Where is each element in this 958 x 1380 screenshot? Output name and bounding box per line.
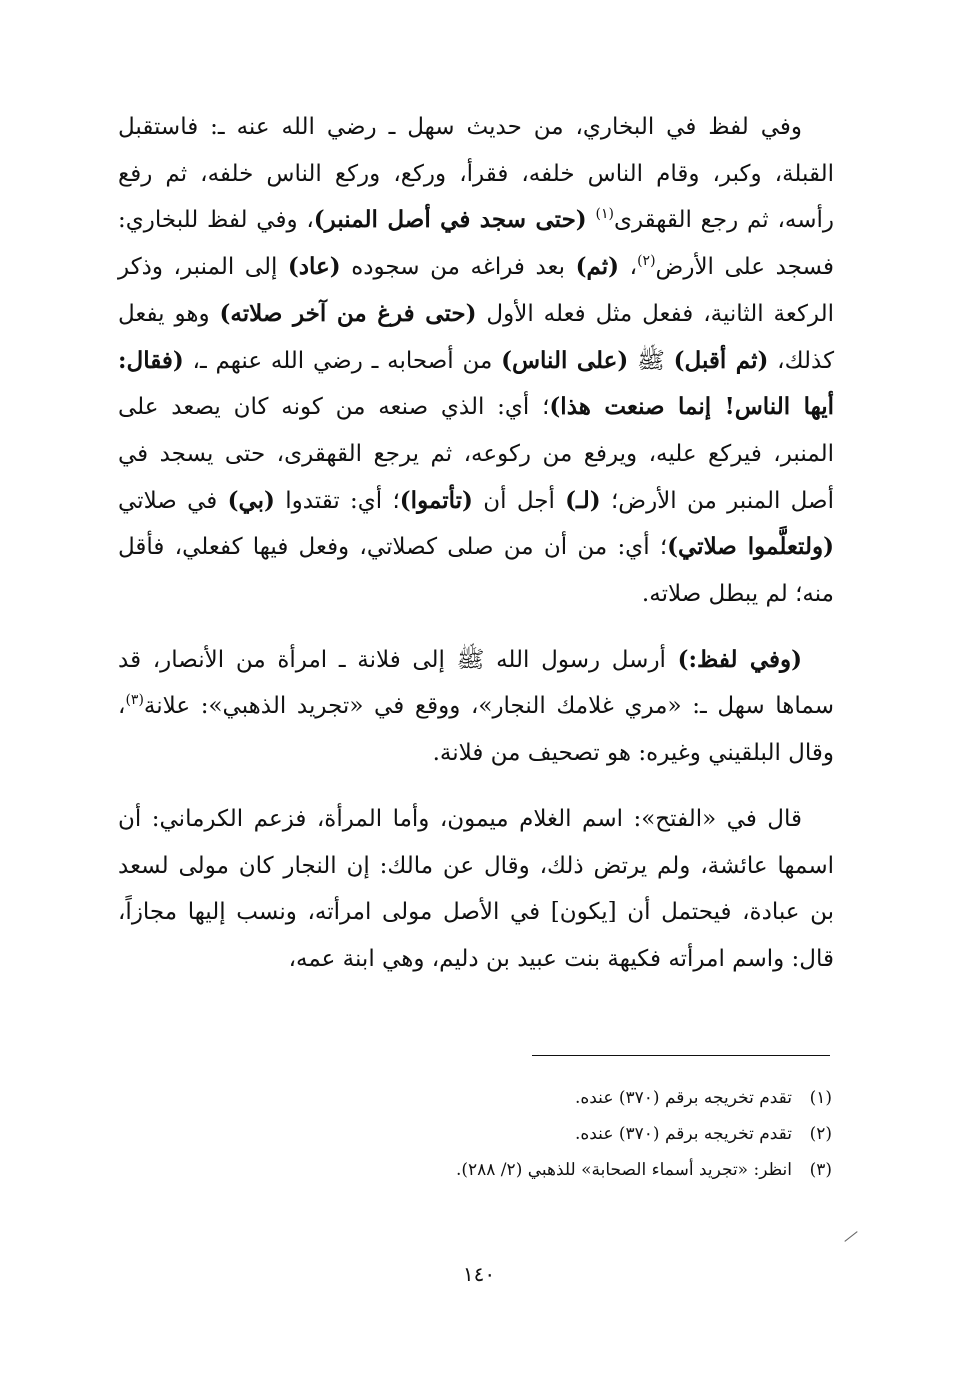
page-number: ١٤٠ bbox=[462, 1262, 496, 1286]
text-run: ، وفي لفظ للبخاري: فسجد على الأرض bbox=[118, 207, 835, 281]
footnote-text: انظر: «تجريد أسماء الصحابة» للذهبي (٢/ ٢٨٨). bbox=[455, 1160, 792, 1180]
text-run: في صلاتي bbox=[118, 487, 228, 514]
text-run: ؛ أي: تقتدوا bbox=[274, 487, 400, 514]
text-run: أجل أن bbox=[472, 487, 566, 514]
paragraph bbox=[118, 796, 834, 983]
footnote bbox=[118, 1116, 832, 1152]
bold-text-run: (ثم) bbox=[575, 253, 620, 281]
bold-text-run: (فقال: أيها الناس! إنما صنعت هذا) bbox=[118, 346, 835, 421]
footnote bbox=[118, 1152, 832, 1188]
footnote-reference: (١) bbox=[595, 206, 614, 223]
text-run: وفي لفظ في البخاري، من حديث سهل ـ رضي الله عنه ـ: فاستقبل القبلة، وكبر، وقام الناس خلفه، فقرأ، وركع، وركع الناس خلفه، ثم رفع رأسه، ثم رجع القهقرى bbox=[118, 114, 835, 234]
footnote-reference: (٣) bbox=[125, 692, 144, 709]
bold-text-run: (ولتعلَّموا صلاتي) bbox=[667, 533, 834, 561]
bold-text-run: (لـ) bbox=[565, 486, 601, 514]
text-run: ، وقال البلقيني وغيره: هو تصحيف من فلانة. bbox=[118, 693, 834, 767]
text-run: أرسل رسول الله ﷺ إلى فلانة ـ امرأة من الأنصار، قد سماها سهل ـ: «مري غلامك النجار»، ووقع في «تجريد الذهبي»: علانة bbox=[118, 646, 834, 720]
text-run: من أصحابه ـ رضي الله عنهم ـ، bbox=[183, 347, 502, 374]
footnotes bbox=[118, 1080, 832, 1188]
bold-text-run: (ثم أقبل) bbox=[673, 346, 769, 374]
bold-text-run: (تأتموا) bbox=[399, 486, 473, 514]
bold-text-run: (وفي لفظ:) bbox=[677, 645, 802, 673]
main-text bbox=[118, 104, 834, 983]
footnote-number: (٢) bbox=[809, 1124, 832, 1144]
bold-text-run: (على الناس) bbox=[501, 346, 629, 374]
bold-text-run: (عاد) bbox=[287, 253, 341, 281]
text-run: ؛ أي: الذي صنعه من كونه كان يصعد على المنبر، فيركع عليه، ويرفع من ركوعه، ثم يرجع القهقرى، حتى يسجد في أصل المنبر من الأرض؛ bbox=[118, 394, 834, 514]
text-run: بعد فراغه من سجوده bbox=[340, 254, 576, 281]
footnote-text: تقدم تخريجه برقم (٣٧٠) عنده. bbox=[574, 1124, 792, 1144]
footnote-reference: (٢) bbox=[637, 253, 656, 270]
footnote-number: (١) bbox=[809, 1088, 832, 1108]
footnote-text: تقدم تخريجه برقم (٣٧٠) عنده. bbox=[574, 1088, 792, 1108]
text-run: وهو يفعل كذلك، bbox=[118, 300, 835, 374]
bold-text-run: (حتى فرغ من آخر صلاته) bbox=[219, 299, 477, 327]
text-run: قال في «الفتح»: اسم الغلام ميمون، وأما المرأة، فزعم الكرماني: أن اسمها عائشة، ولم يرتض ذلك، وقال عن مالك: إن النجار كان مولى لسعد بن عبادة، فيحتمل أن [يكون] في الأصل مولى امرأته، ونسب إليها مجازاً، قال: واسم امرأته فكيهة بنت عبيد بن دليم، وهي ابنة عمه، bbox=[118, 805, 834, 972]
bold-text-run: (حتى سجد في أصل المنبر) bbox=[313, 206, 587, 234]
text-run: إلى المنبر، وذكر الركعة الثانية، ففعل مثل فعله الأول bbox=[118, 254, 834, 327]
text-run: ؛ أي: من أن من صلى كصلاتي، وفعل فيها كفعلي، فأقل منه؛ لم يبطل صلاته. bbox=[118, 534, 834, 608]
paragraph bbox=[118, 637, 834, 777]
stray-pen-mark bbox=[844, 1231, 857, 1242]
footnote bbox=[118, 1080, 832, 1116]
bold-text-run: (بي) bbox=[227, 486, 275, 514]
footnote-separator bbox=[532, 1055, 830, 1056]
footnote-number: (٣) bbox=[809, 1160, 832, 1180]
text-run: ، bbox=[619, 254, 638, 281]
text-run: ﷺ bbox=[628, 347, 674, 374]
paragraph bbox=[118, 104, 834, 618]
